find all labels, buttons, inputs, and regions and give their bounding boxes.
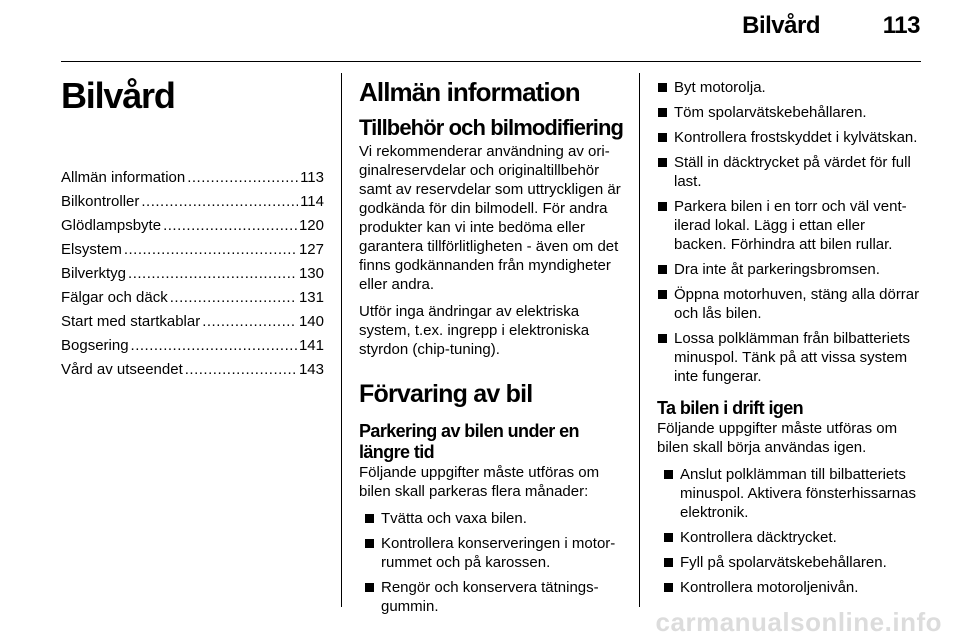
list-item-text: Kontrollera konserveringen i motorrummet och på karossen.: [381, 535, 616, 571]
toc-leader: [128, 262, 297, 286]
recommission-steps-list: [657, 465, 921, 597]
toc-page: 143: [298, 361, 324, 378]
toc-page: 113: [300, 169, 324, 186]
toc-leader: [124, 238, 297, 262]
list-item-text: Dra inte åt parkeringsbromsen.: [674, 261, 880, 278]
list-item: [364, 578, 621, 616]
list-item: [657, 78, 921, 97]
subsection-heading-longterm: Parkering av bilen under en längre tid: [359, 421, 579, 462]
list-item: [657, 103, 921, 122]
square-bullet-icon: [658, 334, 667, 343]
square-bullet-icon: [365, 583, 374, 592]
longterm-intro: Följande uppgifter måste utföras om bilen skall parkeras flera månader:: [359, 464, 600, 500]
toc-leader: [141, 190, 298, 214]
chapter-toc: [61, 72, 324, 382]
list-item-text: Kontrollera däcktrycket.: [680, 529, 837, 546]
toc-item-tools[interactable]: [61, 262, 324, 286]
square-bullet-icon: [658, 290, 667, 299]
content-column-3: [657, 78, 921, 603]
list-item: [657, 128, 921, 147]
toc-leader: [185, 358, 297, 382]
toc-page: 131: [298, 289, 324, 306]
column-divider-1: [341, 73, 342, 607]
toc-page: 127: [298, 241, 324, 258]
toc-item-electrical[interactable]: [61, 238, 324, 262]
list-item-text: Byt motorolja.: [674, 79, 766, 96]
toc-leader: [170, 286, 297, 310]
toc-leader: [202, 310, 297, 334]
list-item: [657, 197, 921, 254]
toc-item-checks[interactable]: [61, 190, 324, 214]
toc-label: Allmän information: [61, 169, 186, 186]
toc-label: Bilkontroller: [61, 193, 140, 210]
list-item: [657, 329, 921, 386]
toc-page: 130: [298, 265, 324, 282]
toc-page: 140: [298, 313, 324, 330]
header-page-number: 113: [882, 12, 920, 39]
list-item-text: Ställ in däcktrycket på värdet för full last.: [674, 154, 911, 190]
toc-page: 141: [298, 337, 324, 354]
toc-label: Bogsering: [61, 337, 129, 354]
header-divider: [61, 61, 921, 62]
square-bullet-icon: [664, 558, 673, 567]
toc-item-towing[interactable]: [61, 334, 324, 358]
toc-label: Bilverktyg: [61, 265, 127, 282]
square-bullet-icon: [365, 539, 374, 548]
list-item: [657, 153, 921, 191]
toc-page: 114: [300, 193, 324, 210]
longterm-steps-list: [359, 509, 621, 616]
toc-leader: [163, 214, 297, 238]
toc-label: Glödlampsbyte: [61, 217, 162, 234]
square-bullet-icon: [664, 470, 673, 479]
toc-label: Vård av utseendet: [61, 361, 183, 378]
list-item-text: Töm spolarvätskebehållaren.: [674, 104, 867, 121]
toc-label: Elsystem: [61, 241, 122, 258]
subsection-heading-accessories: Tillbehör och bilmodifiering: [359, 115, 624, 140]
subsection-heading-recommission: Ta bilen i drift igen: [657, 398, 804, 418]
toc-page: 120: [298, 217, 324, 234]
section-heading-general: Allmän information: [359, 77, 580, 107]
square-bullet-icon: [664, 583, 673, 592]
square-bullet-icon: [658, 133, 667, 142]
list-item: [364, 534, 621, 572]
square-bullet-icon: [658, 158, 667, 167]
list-item-text: Rengör och konservera tätningsgummin.: [381, 579, 599, 615]
list-item-text: Kontrollera motoroljenivån.: [680, 579, 859, 596]
square-bullet-icon: [658, 83, 667, 92]
list-item-text: Kontrollera frostskyddet i kylvätskan.: [674, 129, 918, 146]
toc-list: [61, 166, 324, 382]
square-bullet-icon: [658, 265, 667, 274]
list-item: [663, 528, 921, 547]
column-divider-2: [639, 73, 640, 607]
accessories-paragraph-2: Utför inga ändringar av elektriska system, t.ex. ingrepp i elektroniska styrdon (chip-tuning).: [359, 303, 590, 358]
list-item: [364, 509, 621, 528]
chapter-title: Bilvård: [61, 75, 175, 116]
toc-item-wheels[interactable]: [61, 286, 324, 310]
list-item: [657, 285, 921, 323]
list-item-text: Anslut polklämman till bilbatteriets minuspol. Aktivera fönsterhissarnas elektronik.: [680, 466, 916, 521]
toc-item-appearance[interactable]: [61, 358, 324, 382]
list-item: [663, 578, 921, 597]
longterm-steps-list-continued: [657, 78, 921, 386]
square-bullet-icon: [365, 514, 374, 523]
list-item-text: Öppna motorhuven, stäng alla dörrar och lås bilen.: [674, 286, 920, 322]
recommission-intro: Följande uppgifter måste utföras om bilen skall börja användas igen.: [657, 420, 898, 456]
header-title: Bilvård: [742, 12, 820, 39]
list-item-text: Lossa polklämman från bilbatteriets minuspol. Tänk på att vissa system inte fungerar.: [674, 330, 910, 385]
content-column-2: [359, 72, 624, 622]
toc-leader: [131, 334, 297, 358]
square-bullet-icon: [664, 533, 673, 542]
list-item-text: Tvätta och vaxa bilen.: [381, 510, 527, 527]
watermark-text: carmanualsonline.info: [655, 607, 942, 637]
square-bullet-icon: [658, 202, 667, 211]
list-item: [657, 260, 921, 279]
toc-leader: [187, 166, 298, 190]
toc-item-general[interactable]: [61, 166, 324, 190]
toc-item-bulbs[interactable]: [61, 214, 324, 238]
toc-label: Fälgar och däck: [61, 289, 168, 306]
list-item-text: Fyll på spolarvätskebehållaren.: [680, 554, 887, 571]
list-item-text: Parkera bilen i en torr och väl ventilerad lokal. Lägg i ettan eller backen. Förhindra att bilen rullar.: [674, 198, 907, 253]
toc-item-jumpstart[interactable]: [61, 310, 324, 334]
toc-label: Start med startkablar: [61, 313, 201, 330]
square-bullet-icon: [658, 108, 667, 117]
accessories-paragraph-1: Vi rekommenderar användning av originalreservdelar och originaltillbehör samt av reservdelar som uttryckligen är godkända för din bilmodell. För andra produkter kan vi inte bedöma eller garantera tillförlitligheten - även om det finns godkännanden från myndigheter eller andra.: [359, 143, 621, 293]
list-item: [663, 465, 921, 522]
list-item: [663, 553, 921, 572]
section-heading-storage: Förvaring av bil: [359, 380, 533, 408]
